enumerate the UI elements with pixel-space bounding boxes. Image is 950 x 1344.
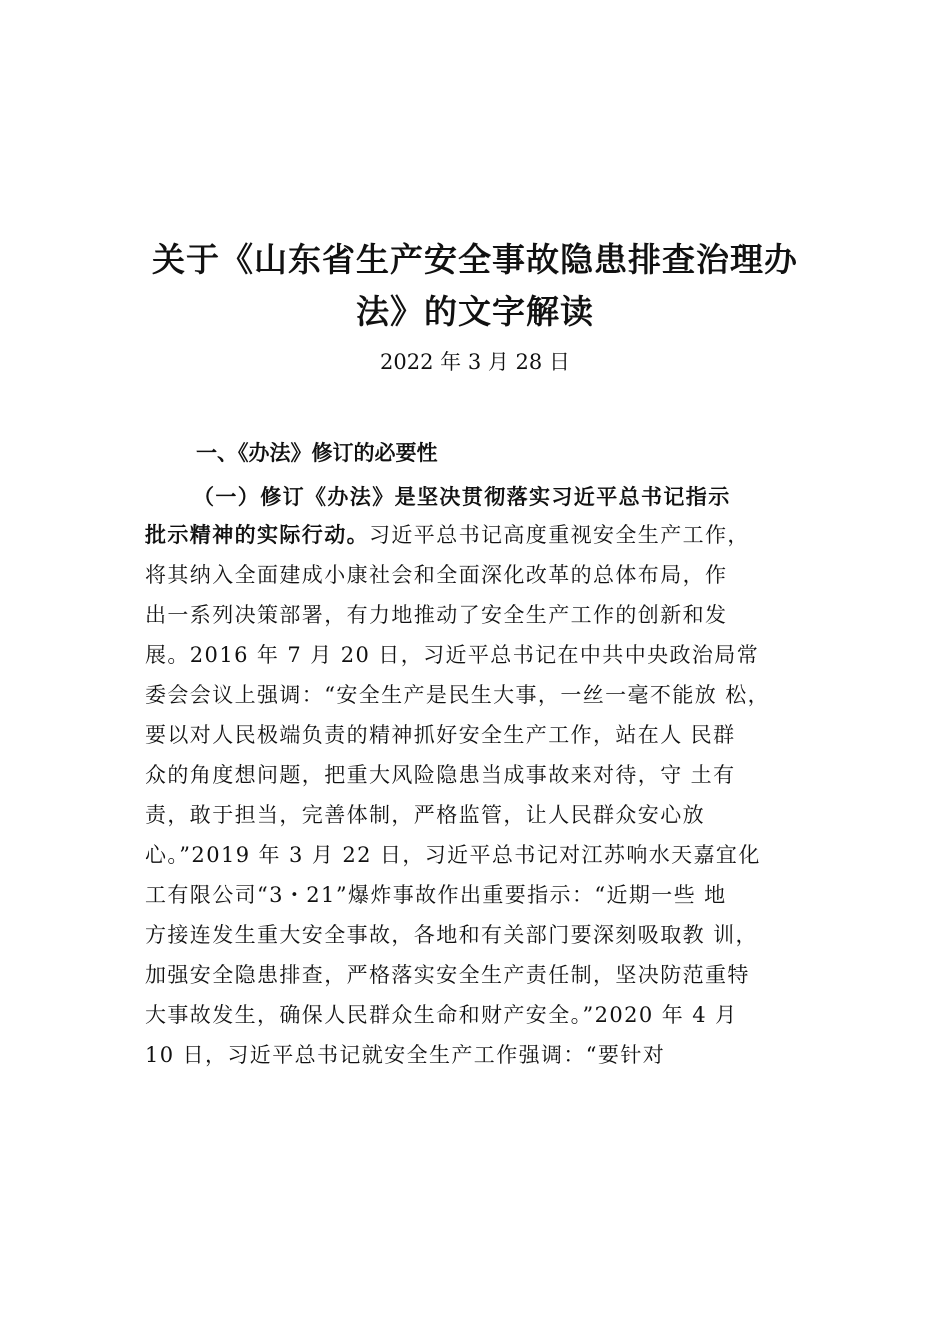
paragraph-line: 委会会议上强调：“安全生产是民生大事，一丝一毫不能放 松，: [145, 683, 771, 707]
paragraph-line: 众的角度想问题，把重大风险隐患当成事故来对待，守 土有: [145, 763, 736, 787]
paragraph-line: 出一系列决策部署，有力地推动了安全生产工作的创新和发: [145, 603, 728, 627]
paragraph-line: 工有限公司“3・21”爆炸事故作出重要指示：“近期一些 地: [145, 883, 727, 907]
paragraph-line: 加强安全隐患排查，严格落实安全生产责任制，坚决防范重特: [145, 963, 750, 987]
document-date: 2022 年 3 月 28 日: [380, 350, 570, 374]
document-title-line-1: 关于《山东省生产安全事故隐患排查治理办: [152, 240, 798, 279]
paragraph-line: 方接连发生重大安全事故，各地和有关部门要深刻吸取教 训，: [145, 923, 758, 947]
paragraph-line: 责，敢于担当，完善体制，严格监管，让人民群众安心放: [145, 803, 705, 827]
paragraph-text: 习近平总书记高度重视安全生产工作，: [369, 523, 750, 547]
section-heading: 一、《办法》修订的必要性: [196, 441, 438, 465]
paragraph-bold-lead-end: 批示精神的实际行动。: [145, 523, 369, 547]
paragraph-line: 10 日，习近平总书记就安全生产工作强调：“要针对: [145, 1043, 666, 1067]
document-title-line-2: 法》的文字解读: [356, 292, 594, 331]
paragraph-line: 要以对人民极端负责的精神抓好安全生产工作，站在人 民群: [145, 723, 736, 747]
paragraph-line: [145, 520, 750, 550]
paragraph-line: 心。”2019 年 3 月 22 日，习近平总书记对江苏响水天嘉宜化: [145, 843, 761, 867]
paragraph-line: 展。2016 年 7 月 20 日，习近平总书记在中共中央政治局常: [145, 643, 760, 667]
paragraph-line: 将其纳入全面建成小康社会和全面深化改革的总体布局，作: [145, 563, 728, 587]
paragraph-bold-lead: （一）修订《办法》是坚决贯彻落实习近平总书记指示: [193, 485, 731, 509]
paragraph-line: 大事故发生，确保人民群众生命和财产安全。”2020 年 4 月: [145, 1003, 738, 1027]
